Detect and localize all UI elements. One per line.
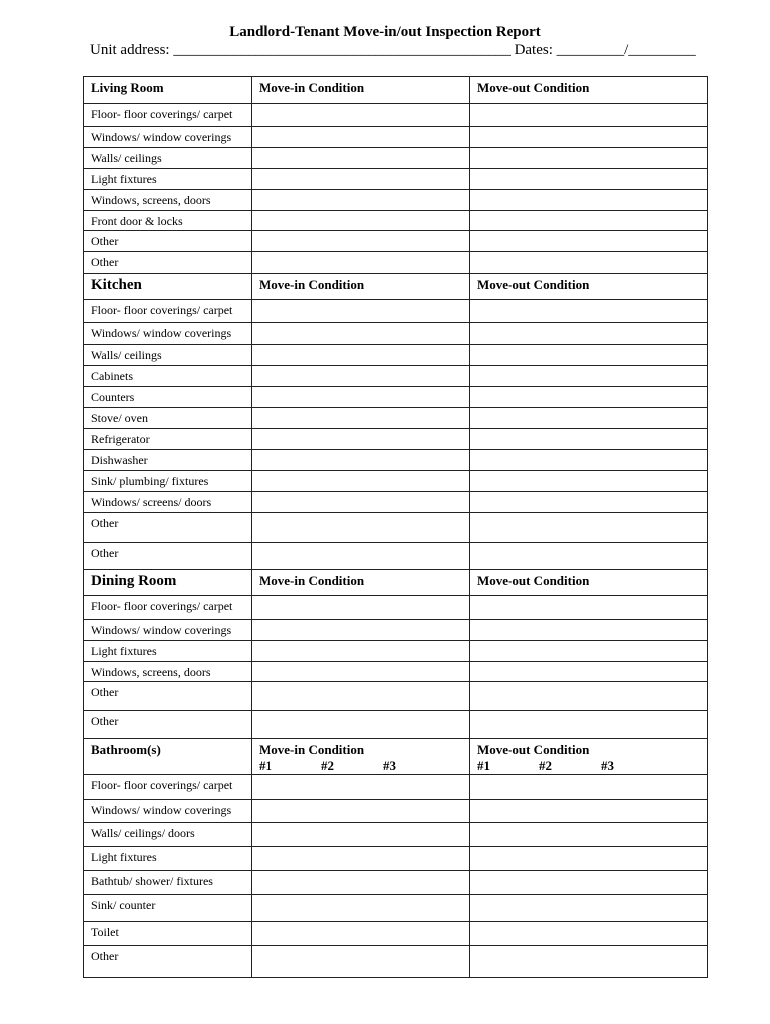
- move-out-cell[interactable]: [470, 104, 708, 127]
- move-in-cell[interactable]: [252, 300, 470, 323]
- move-in-numbers: [259, 758, 469, 774]
- table-row: [84, 231, 708, 252]
- item-label: Light fixtures: [84, 169, 252, 190]
- table-row: [84, 169, 708, 190]
- move-in-cell[interactable]: [252, 471, 470, 492]
- item-label: Toilet: [84, 922, 252, 946]
- unit-address-dates-line: Unit address: _____________________________________________ Dates: _________/_________: [90, 42, 696, 58]
- move-out-cell[interactable]: [470, 662, 708, 682]
- section-title: Dining Room: [84, 570, 252, 596]
- table-row: [84, 471, 708, 492]
- table-row: [84, 641, 708, 662]
- section-header-kitchen: [84, 274, 708, 300]
- item-label: Other: [84, 252, 252, 274]
- move-out-cell[interactable]: [470, 387, 708, 408]
- item-label: Windows/ screens/ doors: [84, 492, 252, 513]
- move-in-header: Move-in Condition: [252, 274, 470, 300]
- item-label: Other: [84, 543, 252, 570]
- move-in-cell[interactable]: [252, 682, 470, 711]
- move-out-cell[interactable]: [470, 252, 708, 274]
- item-label: Floor- floor coverings/ carpet: [84, 104, 252, 127]
- move-in-cell[interactable]: [252, 345, 470, 366]
- item-label: Other: [84, 231, 252, 252]
- move-in-cell[interactable]: [252, 775, 470, 800]
- item-label: Windows, screens, doors: [84, 662, 252, 682]
- move-in-cell[interactable]: [252, 800, 470, 823]
- number-label: #2: [321, 758, 334, 773]
- table-row: [84, 682, 708, 711]
- table-row: [84, 429, 708, 450]
- item-label: Counters: [84, 387, 252, 408]
- table-row: [84, 596, 708, 620]
- table-row: [84, 513, 708, 543]
- item-label: Sink/ plumbing/ fixtures: [84, 471, 252, 492]
- item-label: Other: [84, 711, 252, 739]
- item-label: Floor- floor coverings/ carpet: [84, 775, 252, 800]
- section-header-dining-room: [84, 570, 708, 596]
- table-row: [84, 823, 708, 847]
- move-in-cell[interactable]: [252, 596, 470, 620]
- number-label: #1: [259, 758, 272, 773]
- item-label: Light fixtures: [84, 641, 252, 662]
- move-in-cell[interactable]: [252, 711, 470, 739]
- item-label: Light fixtures: [84, 847, 252, 871]
- move-in-cell[interactable]: [252, 543, 470, 570]
- move-out-cell[interactable]: [470, 492, 708, 513]
- table-row: [84, 492, 708, 513]
- move-in-cell[interactable]: [252, 823, 470, 847]
- table-row: [84, 775, 708, 800]
- move-out-cell[interactable]: [470, 450, 708, 471]
- section-title: Kitchen: [84, 274, 252, 300]
- item-label: Walls/ ceilings: [84, 345, 252, 366]
- inspection-table: [83, 76, 708, 978]
- move-in-cell[interactable]: [252, 127, 470, 148]
- move-in-cell[interactable]: [252, 323, 470, 345]
- item-label: Walls/ ceilings: [84, 148, 252, 169]
- move-out-header: Move-out Condition: [470, 77, 708, 104]
- move-in-cell[interactable]: [252, 662, 470, 682]
- move-out-cell[interactable]: [470, 800, 708, 823]
- table-row: [84, 127, 708, 148]
- move-in-cell[interactable]: [252, 895, 470, 922]
- move-in-cell[interactable]: [252, 513, 470, 543]
- move-out-cell[interactable]: [470, 775, 708, 800]
- table-row: [84, 190, 708, 211]
- move-in-cell[interactable]: [252, 408, 470, 429]
- move-in-cell[interactable]: [252, 871, 470, 895]
- table-row: [84, 323, 708, 345]
- move-in-header-cell: [252, 739, 470, 775]
- table-row: [84, 620, 708, 641]
- move-in-header: Move-in Condition: [252, 77, 470, 104]
- move-in-cell[interactable]: [252, 450, 470, 471]
- page-title: Landlord-Tenant Move-in/out Inspection Report: [229, 24, 541, 40]
- move-out-cell[interactable]: [470, 231, 708, 252]
- table-row: [84, 408, 708, 429]
- move-out-cell[interactable]: [470, 148, 708, 169]
- table-row: [84, 387, 708, 408]
- move-out-cell[interactable]: [470, 922, 708, 946]
- item-label: Refrigerator: [84, 429, 252, 450]
- move-in-header: Move-in Condition: [259, 742, 365, 757]
- item-label: Windows/ window coverings: [84, 323, 252, 345]
- move-out-cell[interactable]: [470, 946, 708, 978]
- table-row: [84, 366, 708, 387]
- table-row: [84, 345, 708, 366]
- move-out-cell[interactable]: [470, 543, 708, 570]
- table-row: [84, 300, 708, 323]
- table-row: [84, 148, 708, 169]
- item-label: Walls/ ceilings/ doors: [84, 823, 252, 847]
- move-out-header-cell: [470, 739, 708, 775]
- move-out-cell[interactable]: [470, 300, 708, 323]
- move-out-cell[interactable]: [470, 190, 708, 211]
- item-label: Front door & locks: [84, 211, 252, 231]
- move-out-cell[interactable]: [470, 127, 708, 148]
- item-label: Cabinets: [84, 366, 252, 387]
- item-label: Windows/ window coverings: [84, 800, 252, 823]
- item-label: Other: [84, 682, 252, 711]
- move-out-cell[interactable]: [470, 823, 708, 847]
- move-in-cell[interactable]: [252, 231, 470, 252]
- move-out-cell[interactable]: [470, 211, 708, 231]
- move-out-cell[interactable]: [470, 847, 708, 871]
- move-in-cell[interactable]: [252, 922, 470, 946]
- move-in-cell[interactable]: [252, 169, 470, 190]
- item-label: Windows, screens, doors: [84, 190, 252, 211]
- number-label: #3: [383, 758, 396, 773]
- item-label: Floor- floor coverings/ carpet: [84, 596, 252, 620]
- move-out-cell[interactable]: [470, 169, 708, 190]
- item-label: Bathtub/ shower/ fixtures: [84, 871, 252, 895]
- item-label: Windows/ window coverings: [84, 620, 252, 641]
- section-title: Bathroom(s): [84, 739, 252, 775]
- move-in-cell[interactable]: [252, 429, 470, 450]
- move-in-cell[interactable]: [252, 620, 470, 641]
- table-row: [84, 800, 708, 823]
- section-header-living-room: [84, 77, 708, 104]
- move-in-cell[interactable]: [252, 211, 470, 231]
- item-label: Floor- floor coverings/ carpet: [84, 300, 252, 323]
- move-in-header: Move-in Condition: [252, 570, 470, 596]
- move-in-cell[interactable]: [252, 946, 470, 978]
- table-row: [84, 543, 708, 570]
- move-in-cell[interactable]: [252, 366, 470, 387]
- item-label: Other: [84, 946, 252, 978]
- table-row: [84, 252, 708, 274]
- move-out-cell[interactable]: [470, 682, 708, 711]
- item-label: Sink/ counter: [84, 895, 252, 922]
- number-label: #3: [601, 758, 614, 773]
- table-row: [84, 946, 708, 978]
- move-in-cell[interactable]: [252, 847, 470, 871]
- move-out-cell[interactable]: [470, 895, 708, 922]
- move-out-cell[interactable]: [470, 408, 708, 429]
- item-label: Dishwasher: [84, 450, 252, 471]
- table-row: [84, 922, 708, 946]
- move-in-cell[interactable]: [252, 641, 470, 662]
- move-in-cell[interactable]: [252, 190, 470, 211]
- move-out-header: Move-out Condition: [477, 742, 590, 757]
- move-out-cell[interactable]: [470, 345, 708, 366]
- move-in-cell[interactable]: [252, 252, 470, 274]
- table-row: [84, 847, 708, 871]
- move-in-cell[interactable]: [252, 387, 470, 408]
- move-out-cell[interactable]: [470, 471, 708, 492]
- move-in-cell[interactable]: [252, 492, 470, 513]
- move-out-numbers: [477, 758, 707, 774]
- section-title: Living Room: [84, 77, 252, 104]
- table-row: [84, 895, 708, 922]
- move-in-cell[interactable]: [252, 148, 470, 169]
- table-row: [84, 450, 708, 471]
- move-out-cell[interactable]: [470, 641, 708, 662]
- table-row: [84, 211, 708, 231]
- number-label: #2: [539, 758, 552, 773]
- table-row: [84, 871, 708, 895]
- move-out-cell[interactable]: [470, 711, 708, 739]
- move-out-cell[interactable]: [470, 429, 708, 450]
- table-row: [84, 711, 708, 739]
- move-out-header: Move-out Condition: [470, 274, 708, 300]
- move-out-cell[interactable]: [470, 323, 708, 345]
- move-out-cell[interactable]: [470, 366, 708, 387]
- section-header-bathrooms: [84, 739, 708, 775]
- table-row: [84, 662, 708, 682]
- item-label: Other: [84, 513, 252, 543]
- move-in-cell[interactable]: [252, 104, 470, 127]
- move-out-cell[interactable]: [470, 871, 708, 895]
- number-label: #1: [477, 758, 490, 773]
- table-row: [84, 104, 708, 127]
- move-out-header: Move-out Condition: [470, 570, 708, 596]
- item-label: Stove/ oven: [84, 408, 252, 429]
- move-out-cell[interactable]: [470, 596, 708, 620]
- move-out-cell[interactable]: [470, 513, 708, 543]
- move-out-cell[interactable]: [470, 620, 708, 641]
- item-label: Windows/ window coverings: [84, 127, 252, 148]
